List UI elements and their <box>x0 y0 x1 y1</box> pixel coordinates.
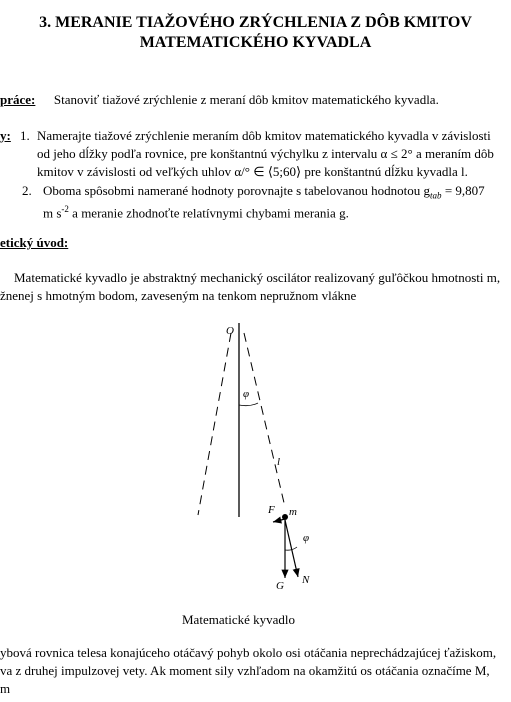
label-angle-top: φ <box>243 388 250 400</box>
theory-paragraph-line-2: žnenej s hmotným bodom, zaveseným na tenkom nepružnom vlákne <box>0 288 357 303</box>
g-tab-value: = 9,807 <box>441 183 485 198</box>
task-1-line-2: od jeho dĺžky podľa rovnice, pre konštantnú výchylku z intervalu α ≤ 2° a meraním dôb <box>37 146 494 161</box>
label-angle-bottom: φ <box>303 532 310 544</box>
bottom-line-1: ybová rovnica telesa konajúceho otáčavý pohyb okolo osi otáčania neprechádzajúcej ťažiskom, <box>0 645 497 660</box>
pendulum-string <box>244 333 285 507</box>
task-2-number: 2. <box>22 183 32 198</box>
goal-label: práce: <box>0 92 36 107</box>
unit-exponent: -2 <box>61 204 69 214</box>
left-swing-dashed-line <box>198 333 231 515</box>
label-pivot: O <box>226 325 234 337</box>
task-2-text-end: a meranie zhodnoťte relatívnymi chybami merania g. <box>68 205 349 221</box>
figure-caption: Matematické kyvadlo <box>182 612 295 627</box>
goal-text: Stanoviť tiažové zrýchlenie z meraní dôb kmitov matematického kyvadla. <box>53 92 439 107</box>
label-force: F <box>268 504 275 516</box>
label-gravity: G <box>276 580 284 592</box>
bottom-line-2: va z druhej impulzovej vety. Ak moment sily vzhľadom na okamžitú os otáčania označíme M, <box>0 663 490 678</box>
theory-paragraph-line-1: Matematické kyvadlo je abstraktný mechanický oscilátor realizovaný guľôčkou hmotnosti m, <box>14 270 501 285</box>
force-arrow <box>273 519 285 522</box>
task-2-unit: m s <box>43 205 62 221</box>
task-2-text: Oboma spôsobmi namerané hodnoty porovnajte s tabelovanou hodnotou g <box>43 183 431 198</box>
tasks-label: y: <box>0 128 11 143</box>
label-length: l <box>277 456 281 468</box>
page-title-line2: MATEMATICKÉHO KYVADLA <box>139 34 372 51</box>
g-tab-subscript: tab <box>430 190 442 201</box>
task-1-line-1: Namerajte tiažové zrýchlenie meraním dôb kmitov matematického kyvadla v závislosti <box>37 128 491 143</box>
page-title: 3. MERANIE TIAŽOVÉHO ZRÝCHLENIA Z DÔB KMITOV <box>39 14 472 31</box>
goal-row <box>0 92 439 108</box>
task-1-line-3: kmitov v závislosti od veľkých uhlov α/° ∈ ⟨5;60⟩ pre konštantnú dĺžku kyvadla l. <box>37 164 468 179</box>
theory-heading: etický úvod: <box>0 235 69 250</box>
bottom-line-3: m <box>0 681 11 696</box>
label-normal: N <box>302 574 310 586</box>
label-mass: m <box>289 506 297 518</box>
top-angle-arc <box>239 403 258 406</box>
pendulum-figure <box>0 315 511 615</box>
task-1-number: 1. <box>20 128 30 143</box>
normal-arrow <box>285 520 298 577</box>
task-2-line-2 <box>43 201 349 221</box>
